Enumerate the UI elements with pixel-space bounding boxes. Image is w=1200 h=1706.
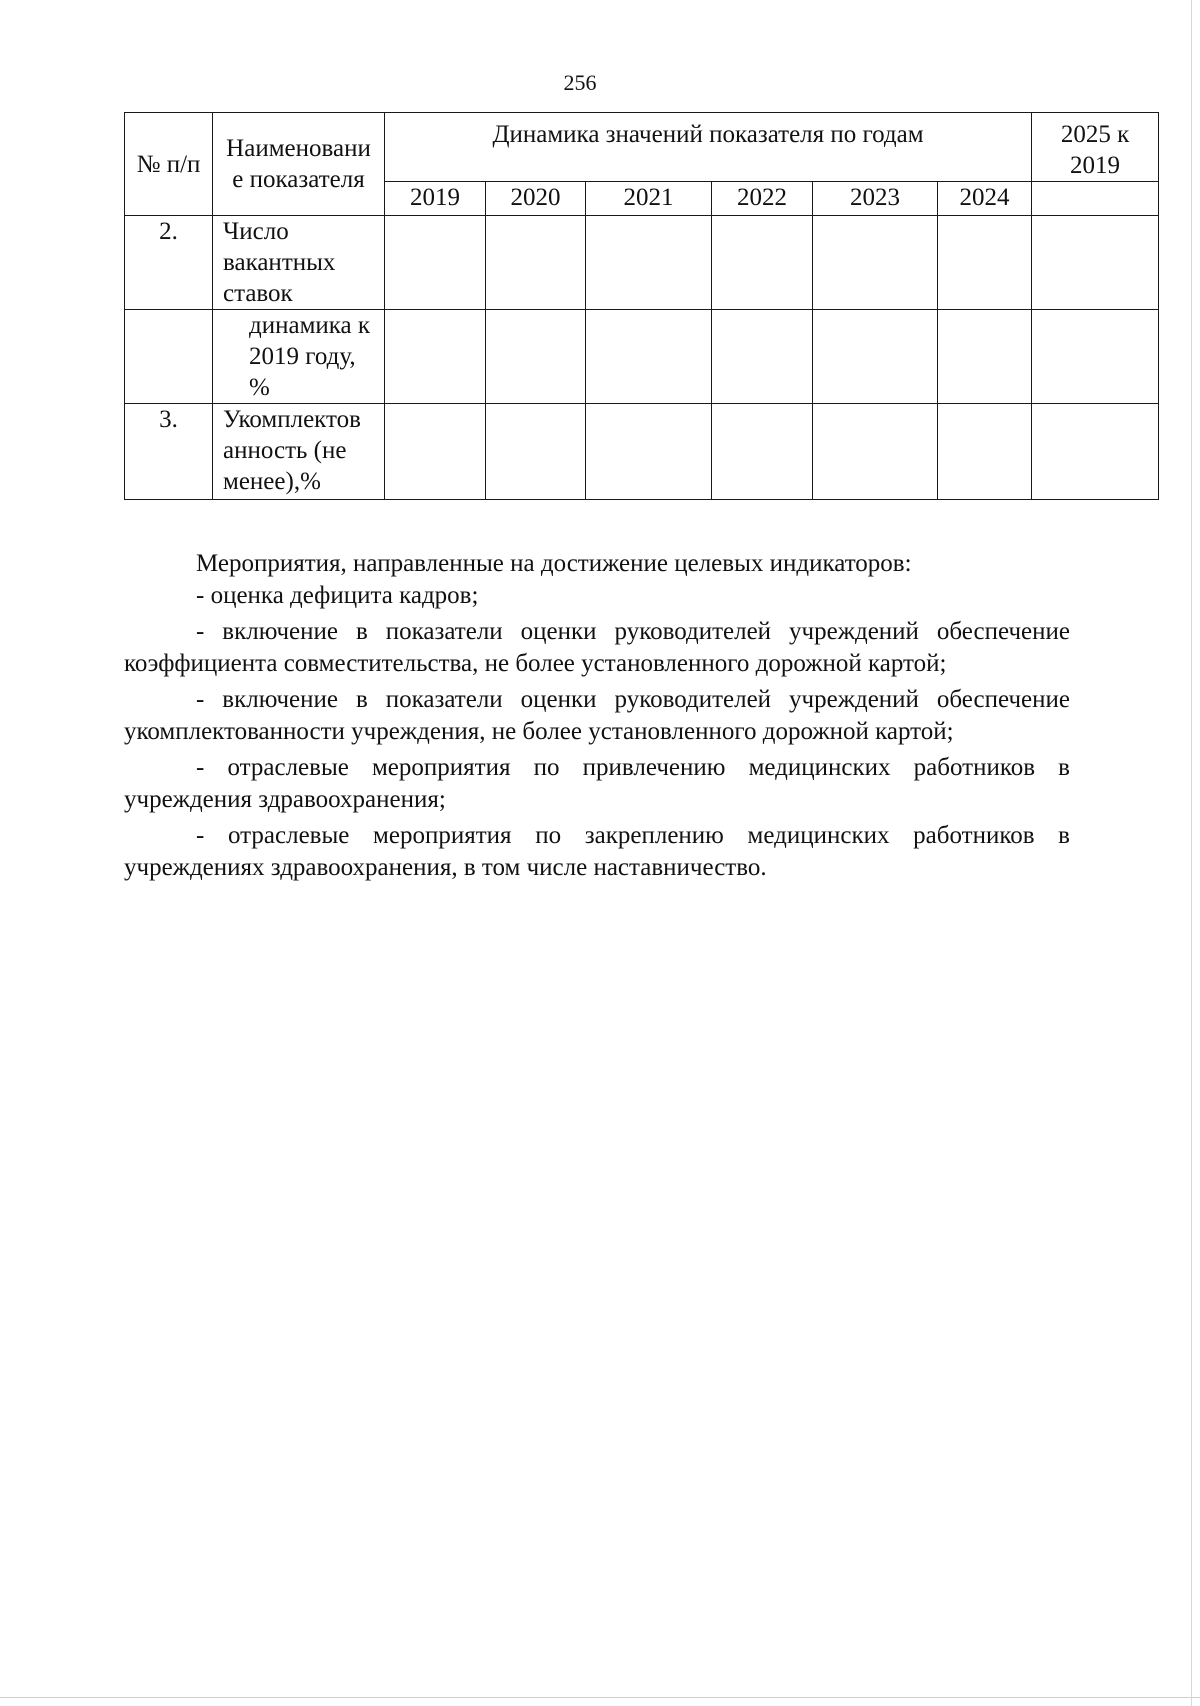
row-number: 3. (125, 404, 213, 500)
table-cell (385, 404, 486, 500)
measures-heading: Мероприятия, направленные на достижение целевых индикаторов: (196, 550, 912, 577)
table-row (125, 310, 1159, 404)
table-cell (1032, 216, 1159, 310)
table-cell (486, 216, 586, 310)
page-number: 256 (563, 70, 597, 95)
table-cell (712, 404, 813, 500)
table-cell (938, 310, 1032, 404)
table-cell (1032, 310, 1159, 404)
table-cell (712, 216, 813, 310)
scan-bottom-line (0, 1697, 1200, 1698)
table-cell (486, 310, 586, 404)
header-year: 2024 (938, 182, 1032, 216)
header-ratio-empty (1032, 182, 1159, 216)
table-cell (813, 404, 938, 500)
row-indicator-name: Число вакантных ставок (213, 216, 385, 310)
table-cell (813, 310, 938, 404)
row-number: 2. (125, 216, 213, 310)
table-cell (586, 216, 712, 310)
row-indicator-name: Укомплектов анность (не менее),% (213, 404, 385, 500)
header-year: 2021 (586, 182, 712, 216)
header-year: 2019 (385, 182, 486, 216)
header-indicator-name: Наименовани е показателя (213, 113, 385, 216)
header-year: 2022 (712, 182, 813, 216)
row-number (125, 310, 213, 404)
table-cell (712, 310, 813, 404)
measure-item: - включение в показатели оценки руководителей учреждений обеспечение коэффициента совместительства, не более установленного дорожной картой; (124, 618, 1070, 677)
table-row (125, 216, 1159, 310)
row-indicator-name: динамика к 2019 году, % (213, 310, 385, 404)
header-year: 2020 (486, 182, 586, 216)
table-cell (938, 404, 1032, 500)
table-cell (813, 216, 938, 310)
table-row (125, 404, 1159, 500)
measure-item: - включение в показатели оценки руководителей учреждений обеспечение укомплектованности учреждения, не более установленного дорожной картой; (124, 686, 1070, 745)
indicators-table (124, 112, 1159, 500)
scan-edge-line (1191, 0, 1192, 1706)
table-cell (586, 404, 712, 500)
header-dynamics: Динамика значений показателя по годам (385, 113, 1032, 182)
table-cell (938, 216, 1032, 310)
table-cell (385, 216, 486, 310)
measure-item: - отраслевые мероприятия по закреплению медицинских работников в учреждениях здравоохранения, в том числе наставничество. (124, 822, 1070, 881)
header-year: 2023 (813, 182, 938, 216)
measure-item: - оценка дефицита кадров; (196, 582, 479, 609)
table-cell (586, 310, 712, 404)
measures-text (124, 548, 1070, 884)
table-cell (486, 404, 586, 500)
header-number: № п/п (125, 113, 213, 216)
header-ratio: 2025 к 2019 (1032, 113, 1159, 182)
table-cell (385, 310, 486, 404)
measure-item: - отраслевые мероприятия по привлечению медицинских работников в учреждения здравоохранения; (124, 754, 1070, 813)
table-cell (1032, 404, 1159, 500)
